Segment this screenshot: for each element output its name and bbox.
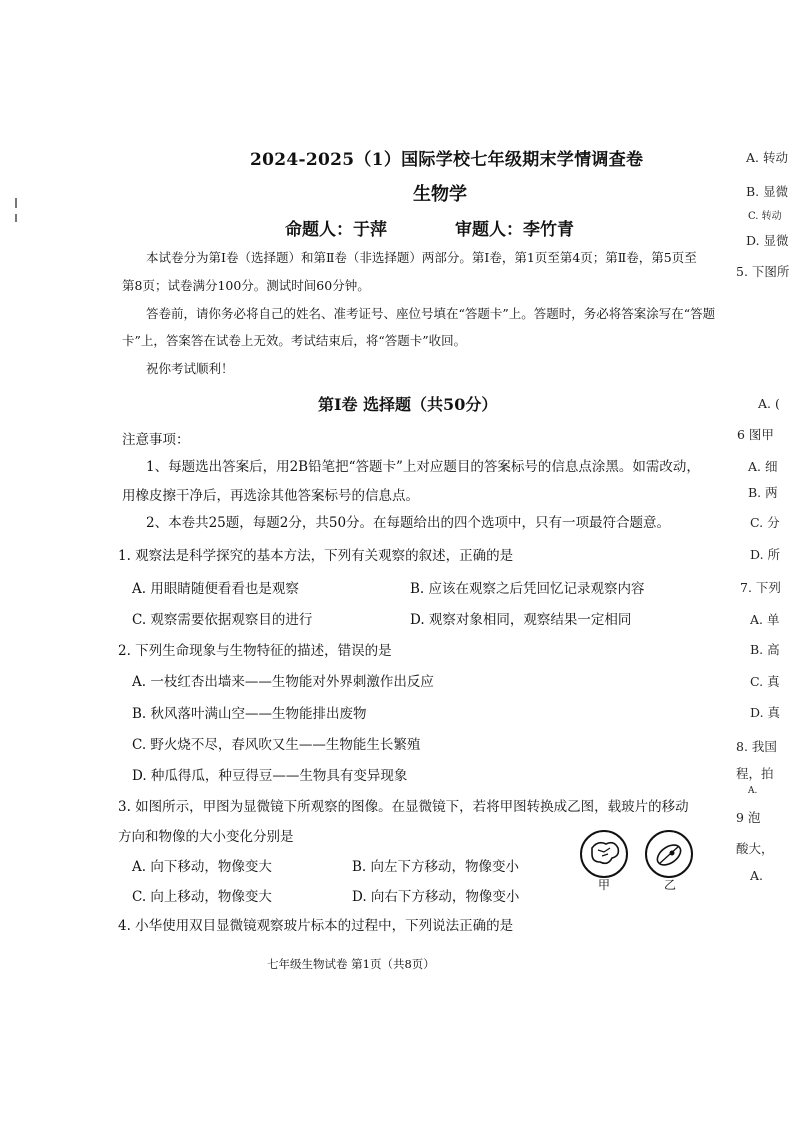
next-page-fragment: C. 转动	[748, 211, 782, 222]
subject-title: 生物学	[413, 184, 467, 205]
scan-mark	[15, 198, 17, 208]
figure-label-jia: 甲	[598, 878, 611, 892]
next-page-fragment: D. 显微	[746, 233, 789, 248]
next-page-fragment: C. 分	[750, 515, 780, 530]
notice-item: 2、本卷共25题，每题2分，共50分。在每题给出的四个选项中，只有一项最符合题意。	[146, 515, 671, 531]
option-d: D. 向右下方移动，物像变小	[352, 889, 520, 905]
next-page-fragment: A.	[750, 868, 764, 883]
next-page-fragment: A. 细	[748, 459, 778, 474]
question-stem: 2. 下列生命现象与生物特征的描述，错误的是	[118, 643, 392, 659]
notice-item: 1、每题选出答案后，用2B铅笔把“答题卡”上对应题目的答案标号的信息点涂黑。如需改动，	[146, 459, 700, 475]
next-page-fragment: 8. 我国	[736, 739, 777, 754]
question-setter: 命题人：于萍	[285, 220, 387, 240]
next-page-fragment: D. 真	[750, 705, 781, 720]
next-page-fragment: 9 泡	[736, 810, 761, 825]
option-a: A. 一枝红杏出墙来——生物能对外界刺激作出反应	[132, 674, 434, 690]
exam-title: 2024-2025（1）国际学校七年级期末学情调查卷	[250, 150, 644, 170]
next-page-fragment: 6 图甲	[737, 427, 774, 442]
notice-item: 用橡皮擦干净后，再选涂其他答案标号的信息点。	[122, 488, 419, 504]
next-page-fragment: 程，拍	[736, 766, 774, 781]
question-stem: 方向和物像的大小变化分别是	[118, 829, 294, 845]
intro-line: 第8页；试卷满分100分。测试时间60分钟。	[122, 278, 370, 293]
microscope-view-jia	[578, 828, 630, 880]
next-page-fragment: 5. 下图所	[736, 264, 790, 279]
section-title: 第Ⅰ卷 选择题（共50分）	[318, 395, 498, 414]
question-stem: 3. 如图所示，甲图为显微镜下所观察的图像。在显微镜下，若将甲图转换成乙图，载玻片的移动	[118, 799, 689, 815]
intro-line: 本试卷分为第Ⅰ卷（选择题）和第Ⅱ卷（非选择题）两部分。第Ⅰ卷，第1页至第4页；第Ⅱ卷，第5页至	[146, 250, 697, 265]
next-page-fragment: D. 所	[750, 547, 781, 562]
next-page-fragment: C. 真	[750, 674, 780, 689]
next-page-fragment: B. 两	[748, 485, 778, 500]
option-a: A. 向下移动，物像变大	[132, 859, 272, 875]
option-d: D. 种瓜得瓜，种豆得豆——生物具有变异现象	[132, 768, 408, 784]
option-b: B. 应该在观察之后凭回忆记录观察内容	[410, 581, 645, 597]
next-page-fragment: A. 转动	[746, 150, 788, 165]
next-page-fragment: B. 显微	[746, 184, 789, 199]
question-stem: 4. 小华使用双目显微镜观察玻片标本的过程中，下列说法正确的是	[118, 918, 514, 934]
question-stem: 1. 观察法是科学探究的基本方法，下列有关观察的叙述，正确的是	[118, 548, 514, 564]
intro-line: 答卷前，请你务必将自己的姓名、准考证号、座位号填在“答题卡”上。答题时，务必将答案涂写在“答题	[146, 306, 716, 321]
option-c: C. 向上移动，物像变大	[132, 889, 272, 905]
next-page-fragment: 7. 下列	[740, 580, 781, 595]
microscope-view-yi	[643, 828, 695, 880]
scan-mark	[15, 214, 17, 222]
page-footer: 七年级生物试卷 第1页（共8页）	[267, 957, 435, 971]
notice-label: 注意事项：	[122, 432, 190, 448]
next-page-fragment: A.	[748, 786, 758, 796]
next-page-fragment: A. 单	[750, 612, 780, 627]
option-b: B. 向左下方移动，物像变小	[352, 859, 520, 875]
intro-line: 卡”上，答案答在试卷上无效。考试结束后，将“答题卡”收回。	[122, 333, 467, 348]
reviewer: 审题人：李竹青	[455, 220, 574, 240]
option-d: D. 观察对象相同，观察结果一定相同	[410, 612, 632, 628]
option-b: B. 秋风落叶满山空——生物能排出废物	[132, 706, 367, 722]
figure-label-yi: 乙	[664, 878, 677, 892]
option-c: C. 观察需要依据观察目的进行	[132, 612, 313, 628]
option-c: C. 野火烧不尽，春风吹又生——生物能生长繁殖	[132, 737, 421, 753]
next-page-fragment: A. (	[758, 396, 780, 411]
next-page-fragment: B. 高	[750, 642, 780, 657]
next-page-fragment: 酸大，	[736, 841, 774, 856]
option-a: A. 用眼睛随便看看也是观察	[132, 581, 299, 597]
intro-line: 祝你考试顺利！	[146, 361, 234, 376]
